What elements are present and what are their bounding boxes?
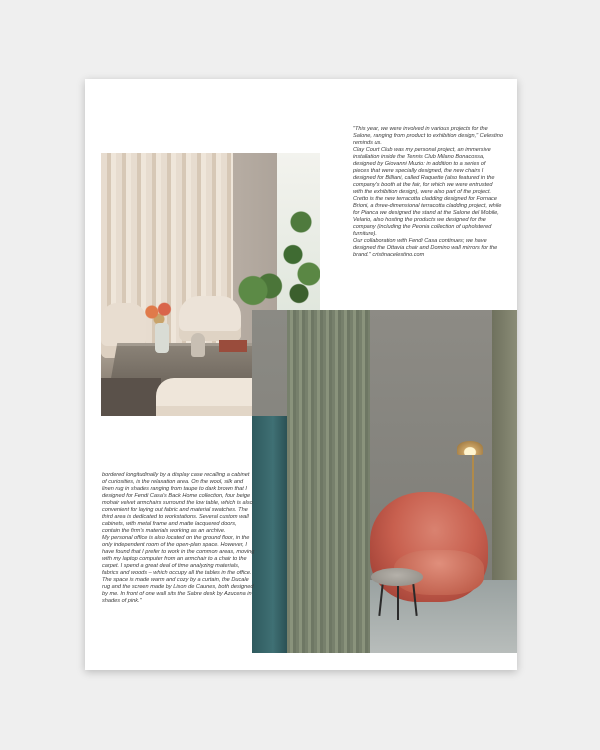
paragraph: The space is made warm and cozy by a curtain, the Ducale rug and the screen made by Lison de Caunes, both designed by me. In front of one wall sits the Sabre desk by Azucena in shades of pink." [102,577,254,604]
article-text-bottom [102,472,255,605]
paragraph: bordered longitudinally by a display case recalling a cabinet of curiosities, is the relaxation area. On the wool, silk and linen rug in shades ranging from taupe to dark brown that I designed for Fendi Casa's Back Home collection, four beige mohair velvet armchairs surround the low table, which is also convenient for laying out fabric and material swatches. The third area is dedicated to workstations. Several custom wall cabinets, with metal frame and matte lacquered doors, contain the firm's materials working as an archive. [102,472,253,534]
teal-curtain [252,416,287,653]
paragraph: "This year, we were involved in various projects for the Salone, ranging from product to exhibition design," Celestino reminds us. [353,126,503,146]
lounge-photo [252,310,517,653]
potted-plant [281,183,320,313]
green-curtain [287,310,370,653]
paragraph: My personal office is also located on the ground floor, in the only independent room of the open-plan space. However, I have found that I prefer to work in the common areas, moving with my laptop computer from an armchair to a chair to the carpet. I spend a great deal of time analyzing materials, fabrics and woods – which occupy all the tables in the office. [102,535,255,576]
paragraph: Cretto is the new terracotta cladding designed for Fornace Brioni, a three-dimensional terracotta cladding project, while for Pianca we designed the stand at the Salone del Mobile, Velario, also hosting the products we designed for the company (including the Peonia collection of upholstered furniture). [353,196,502,237]
article-text-top [353,126,503,259]
rug [101,378,161,416]
glass-vase [155,323,169,353]
flower-arrangement [141,298,177,326]
ceramic-vase [191,333,205,357]
stool-leg [397,584,399,620]
potted-plant-small [231,268,286,313]
armchair-middle [179,296,241,341]
floor-lamp-head [457,441,483,455]
stool [371,568,423,586]
magazine-page [85,79,517,670]
paragraph: Our collaboration with Fendi Casa continues; we have designed the Ottavia chair and Domino wall mirrors for the brand." cristinacelestino.com [353,238,498,258]
red-box [219,340,247,352]
paragraph: Clay Court Club was my personal project, an immersive installation inside the Tennis Club Milano Bonacossa, designed by Giovanni Muzio: in addition to a series of pieces that were specially designed, the new chairs I designed for Billiani, called Raquette (also featured in the company's booth at the fair, for which we were entrusted with the exhibition design), were also part of the project. [353,147,495,195]
